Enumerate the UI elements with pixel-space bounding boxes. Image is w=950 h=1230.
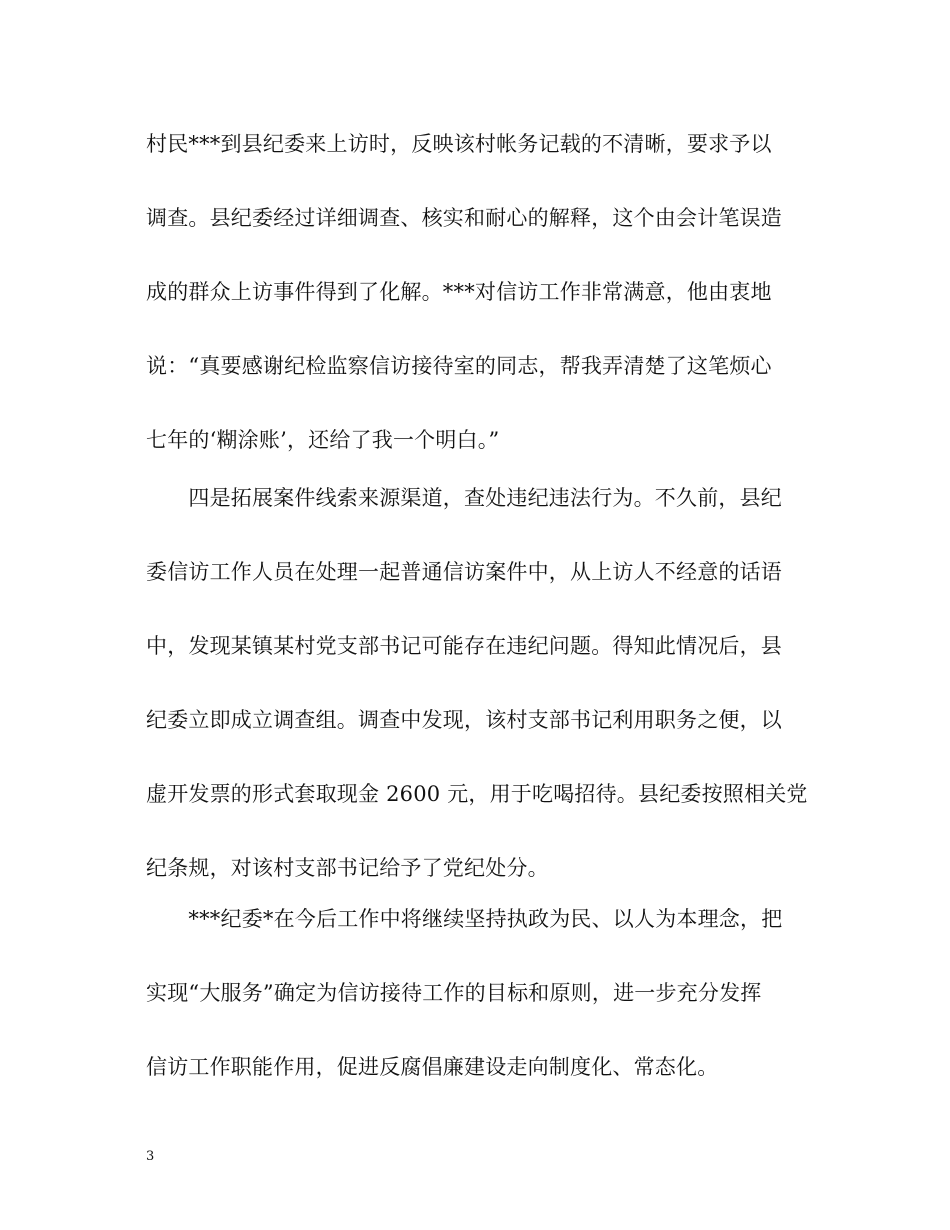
text-line: 委信访工作人员在处理一起普通信访案件中，从上访人不经意的话语 <box>146 560 782 584</box>
text-line: 中，发现某镇某村党支部书记可能存在违纪问题。得知此情况后，县 <box>146 634 782 658</box>
text-line: 调查。县纪委经过详细调查、核实和耐心的解释，这个由会计笔误造 <box>146 206 782 230</box>
text-line: ***纪委*在今后工作中将继续坚持执政为民、以人为本理念，把 <box>146 907 783 931</box>
page-number: 3 <box>146 1149 155 1164</box>
text-line: 四是拓展案件线索来源渠道，查处违纪违法行为。不久前，县纪 <box>146 486 782 510</box>
text-line: 村民***到县纪委来上访时，反映该村帐务记载的不清晰，要求予以 <box>146 132 772 156</box>
text-line: 信访工作职能作用，促进反腐倡廉建设走向制度化、常态化。 <box>146 1055 719 1079</box>
text-line: 虚开发票的形式套取现金 2600 元，用于吃喝招待。县纪委按照相关党 <box>146 782 808 806</box>
text-line: 说：“真要感谢纪检监察信访接待室的同志，帮我弄清楚了这笔烦心 <box>146 354 772 378</box>
text-line: 纪条规，对该村支部书记给予了党纪处分。 <box>146 856 549 880</box>
text-line: 成的群众上访事件得到了化解。***对信访工作非常满意，他由衷地 <box>146 280 772 304</box>
text-line: 实现“大服务”确定为信访接待工作的目标和原则，进一步充分发挥 <box>146 981 762 1005</box>
text-line: 七年的‘糊涂账’，还给了我一个明白。” <box>146 428 500 452</box>
text-line: 纪委立即成立调查组。调查中发现，该村支部书记利用职务之便，以 <box>146 708 782 732</box>
